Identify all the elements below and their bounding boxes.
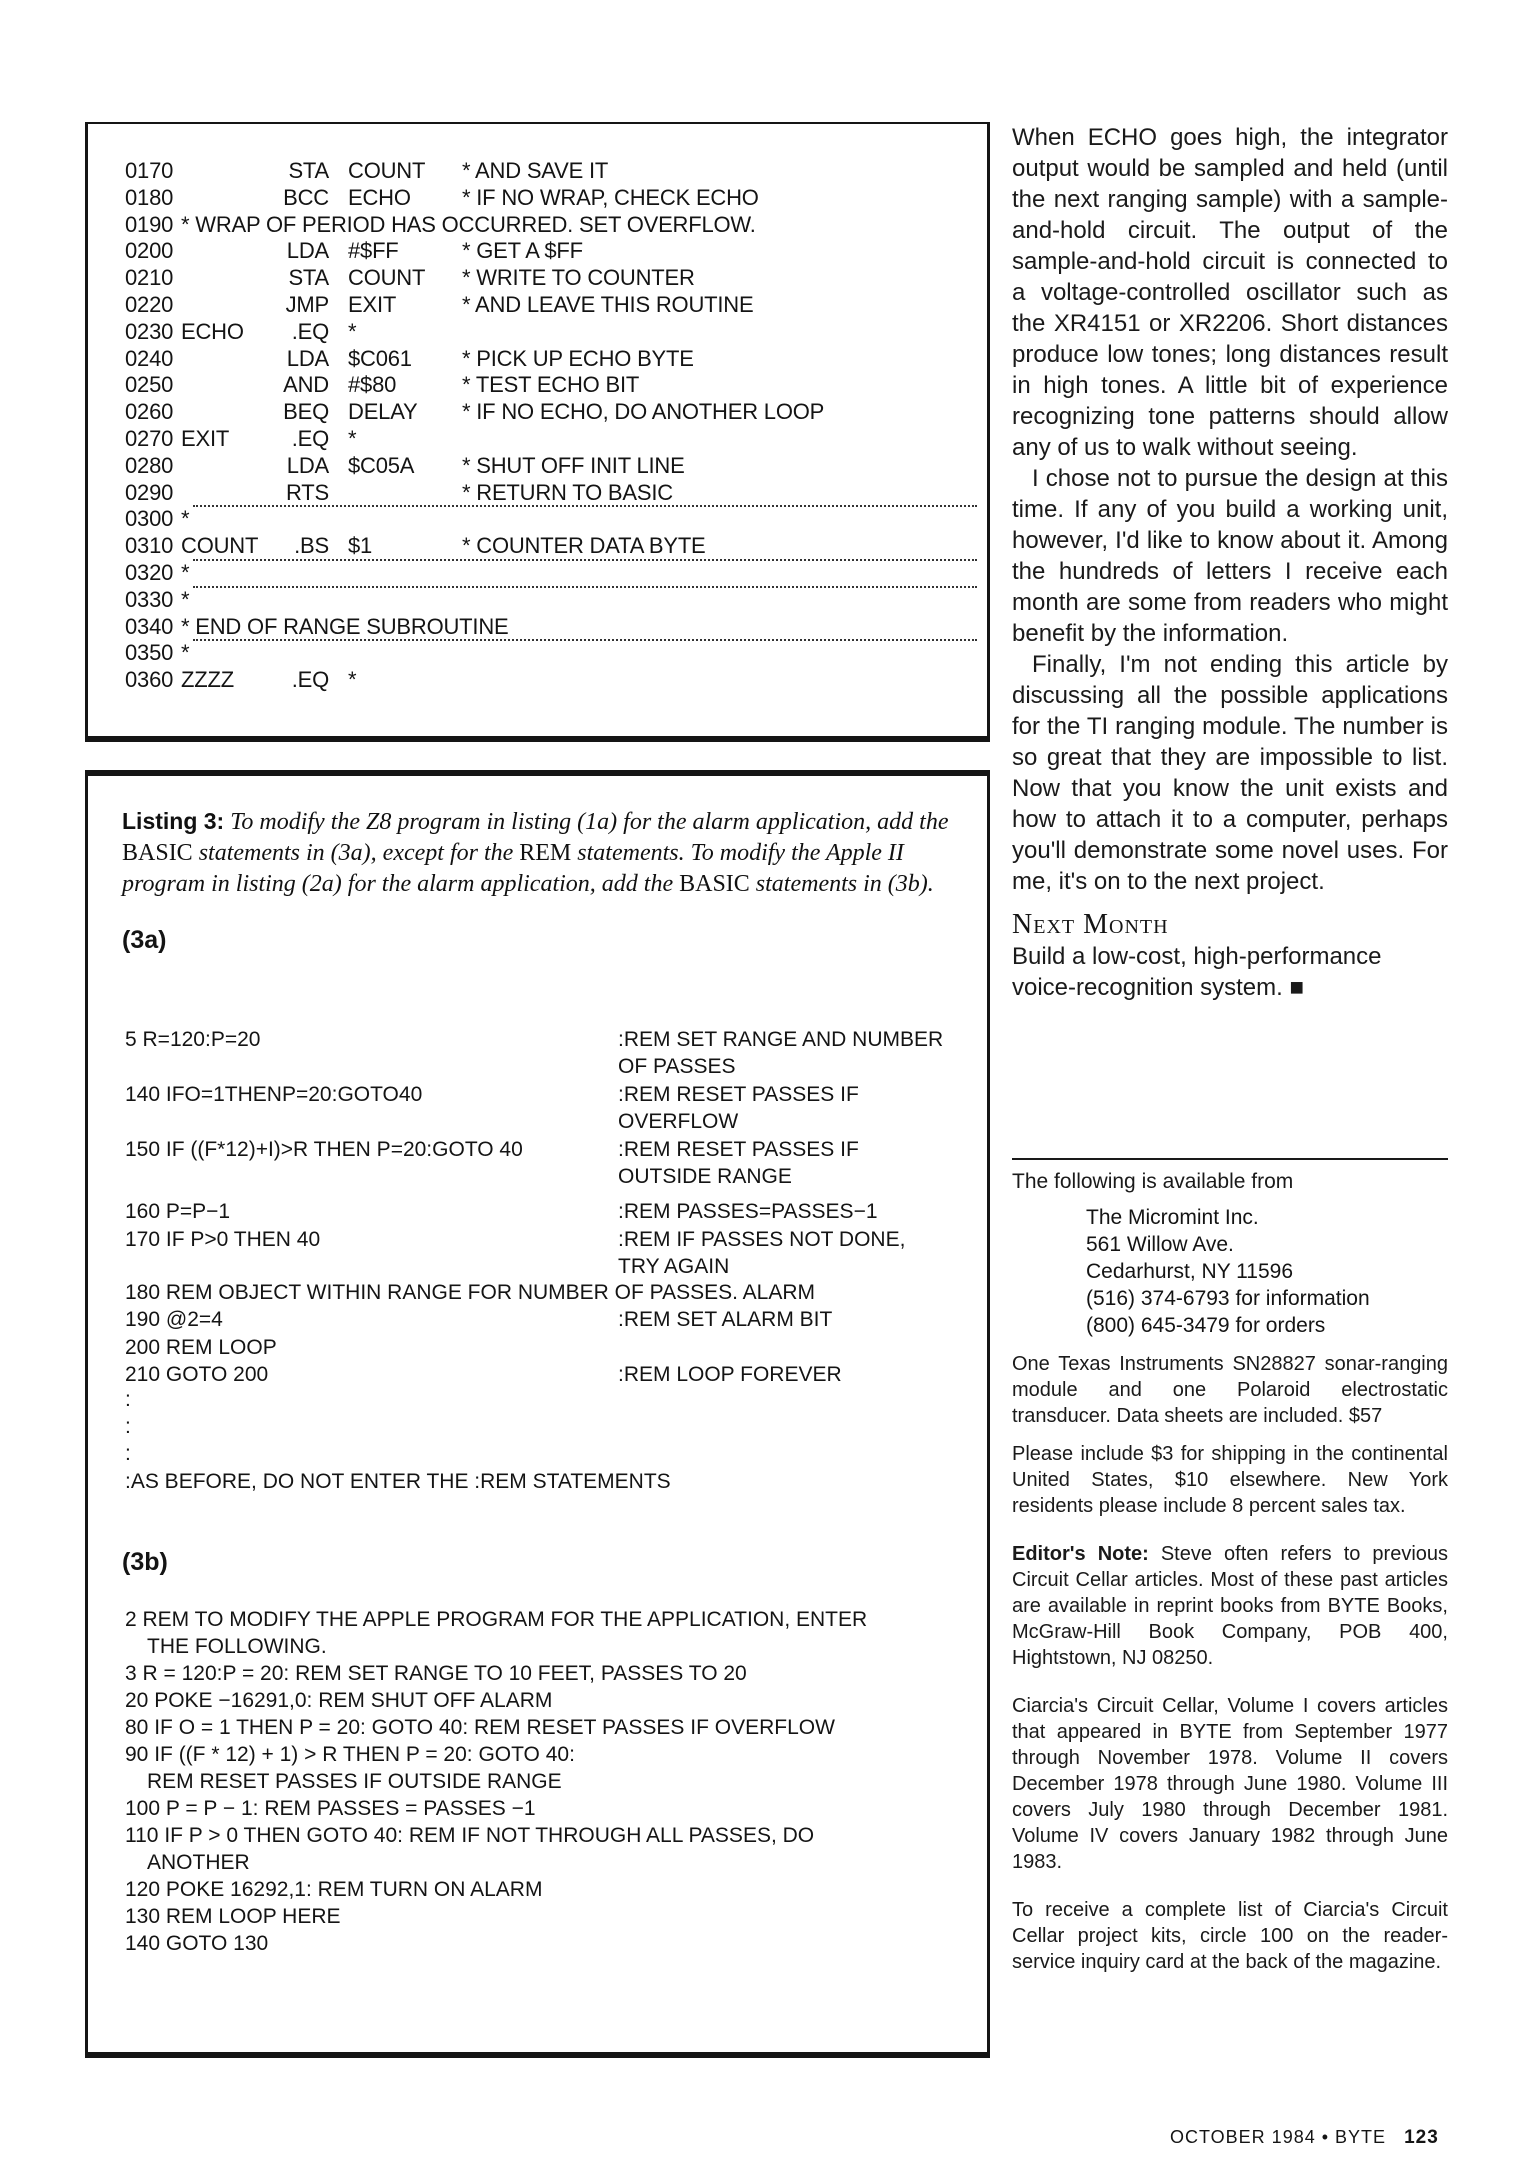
code-comment: * SHUT OFF INIT LINE <box>462 452 685 478</box>
dotted-separator <box>193 639 977 641</box>
line-number: 0270 <box>125 426 174 451</box>
sidebar-rule <box>1012 1158 1448 1160</box>
address-line: Cedarhurst, NY 11596 <box>1086 1260 1294 1283</box>
code-operand: * <box>348 667 357 693</box>
code-comment: * END OF RANGE SUBROUTINE <box>181 613 509 639</box>
code-line <box>125 505 985 532</box>
code-line-3a: 140 IFO=1THENP=20:GOTO40 <box>125 1083 423 1106</box>
code-operand: * <box>348 318 357 344</box>
code-line <box>125 345 985 372</box>
code-operand: $C061 <box>348 345 412 371</box>
code-line-3a: 190 @2=4 <box>125 1308 223 1331</box>
code-text: 120 POKE 16292,1: REM TURN ON ALARM <box>125 1878 543 1901</box>
code-opcode: STA <box>288 265 329 291</box>
code-text: 80 IF O = 1 THEN P = 20: GOTO 40: REM RESET PASSES IF OVERFLOW <box>125 1716 835 1739</box>
code-operand: $1 <box>348 533 373 559</box>
page-footer <box>1170 2127 1439 2149</box>
code-opcode: .BS <box>294 533 329 559</box>
listing-continued-box <box>85 122 990 742</box>
code-operand: #$80 <box>348 372 397 398</box>
article-paragraph: Finally, I'm not ending this article by discussing all the possible applications for the TI ranging module. The number is so great that they are impossible to list. Now that you know the unit exists and how to attach it to a computer, perhaps you'll demonstrate some novel uses. For me, it's on to the next project. <box>1012 651 1448 895</box>
code-comment: * WRITE TO COUNTER <box>462 265 695 291</box>
code-text: 3 R = 120:P = 20: REM SET RANGE TO 10 FEET, PASSES TO 20 <box>125 1662 747 1685</box>
code-text: 100 P = P − 1: REM PASSES = PASSES −1 <box>125 1797 536 1820</box>
code-comment: * AND SAVE IT <box>462 158 609 183</box>
code-line <box>125 425 985 452</box>
offer-text: One Texas Instruments SN28827 sonar-ranging module and one Polaroid electrostatic transducer. Data sheets are included. $57 <box>1012 1353 1448 1427</box>
line-number: 0240 <box>125 345 174 371</box>
line-number: 0250 <box>125 372 174 398</box>
rem-comment: :REM SET ALARM BIT <box>618 1308 833 1331</box>
code-operand: $C05A <box>348 452 415 478</box>
rem-comment: :REM IF PASSES NOT DONE, TRY AGAIN <box>618 1228 906 1278</box>
code-line-3a: :AS BEFORE, DO NOT ENTER THE :REM STATEMENTS <box>125 1470 671 1493</box>
code-line <box>125 559 985 586</box>
address-line: The Micromint Inc. <box>1086 1206 1259 1229</box>
code-operand: COUNT <box>348 158 426 183</box>
code-comment: * GET A $FF <box>462 238 583 264</box>
code-line <box>125 291 985 318</box>
code-operand: * <box>348 426 357 451</box>
editors-note: Editor's Note: Steve often refers to previous Circuit Cellar articles. Most of these past articles are available in reprint books from BYTE Books, McGraw-Hill Book Company, POB 400, Hightstown, NJ 08250. <box>1012 1543 1449 1669</box>
line-number: 0180 <box>125 184 174 210</box>
line-number: 0340 <box>125 613 174 639</box>
article-paragraph: When ECHO goes high, the integrator output would be sampled and held (until the next ranging sample) with a sample-and-hold circuit. The output of the sample-and-hold circuit is connected to a voltage-controlled oscillator such as the XR4151 or XR2206. Short distances produce low tones; long distances result in high tones. A little bit of experience recognizing tone patterns should allow any of us to walk without seeing. <box>1012 124 1448 461</box>
code-line <box>125 157 985 184</box>
code-opcode: .EQ <box>291 426 329 451</box>
code-line-3a: 200 REM LOOP <box>125 1336 277 1359</box>
code-continuation: REM RESET PASSES IF OUTSIDE RANGE <box>147 1770 562 1793</box>
code-opcode: BEQ <box>283 399 329 425</box>
code-line-3b <box>125 1795 955 1822</box>
vendor-address <box>1012 1204 1448 1339</box>
next-month-text: Build a low-cost, high-performance voice-recognition system. <box>1012 943 1382 1001</box>
line-number: 0190 <box>125 211 174 237</box>
code-line <box>125 639 985 666</box>
page-number: 123 <box>1404 2127 1439 2148</box>
code-line <box>125 613 985 640</box>
issue-label: OCTOBER 1984 • BYTE <box>1170 2127 1387 2147</box>
code-text: 2 REM TO MODIFY THE APPLE PROGRAM FOR THE APPLICATION, ENTER <box>125 1608 868 1631</box>
code-comment: * COUNTER DATA BYTE <box>462 533 706 559</box>
code-operand: COUNT <box>348 265 426 291</box>
code-line-3a: 210 GOTO 200 <box>125 1363 269 1386</box>
code-opcode: RTS <box>285 479 329 505</box>
code-opcode: LDA <box>286 238 329 264</box>
line-number: 0290 <box>125 479 174 505</box>
code-line <box>125 479 985 506</box>
code-line <box>125 452 985 479</box>
listing-3-caption: Listing 3: To modify the Z8 program in listing (1a) for the alarm application, add the BASIC statements in (3a), except for the REM statements. To modify the Apple II program in listing (2a) for the alarm application, add the BASIC statements in (3b). <box>122 808 949 897</box>
code-operand: ECHO <box>348 184 411 210</box>
shipping-text: Please include $3 for shipping in the continental United States, $10 elsewhere. New York residents please include 8 percent sales tax. <box>1012 1443 1448 1517</box>
code-opcode: LDA <box>286 345 329 371</box>
line-number: 0360 <box>125 667 174 693</box>
code-text: 110 IF P > 0 THEN GOTO 40: REM IF NOT THROUGH ALL PASSES, DO <box>125 1824 815 1847</box>
code-opcode: .EQ <box>291 318 329 344</box>
code-line-3b <box>125 1714 955 1741</box>
code-text: 20 POKE −16291,0: REM SHUT OFF ALARM <box>125 1689 553 1712</box>
code-line <box>125 371 985 398</box>
code-line-3a: 160 P=P−1 <box>125 1200 231 1223</box>
code-line-3b <box>125 1660 955 1687</box>
sidebar <box>1012 1168 1448 1975</box>
code-opcode: STA <box>288 158 329 183</box>
available-from: The following is available from <box>1012 1170 1294 1193</box>
rem-comment: :REM SET RANGE AND NUMBER OF PASSES <box>618 1028 944 1078</box>
code-line-3b <box>125 1876 955 1903</box>
code-opcode: BCC <box>283 184 329 210</box>
code-comment: * WRAP OF PERIOD HAS OCCURRED. SET OVERFLOW. <box>181 211 756 237</box>
line-number: 0330 <box>125 586 174 612</box>
code-line <box>125 398 985 425</box>
code-operand: DELAY <box>348 399 418 425</box>
code-line <box>125 532 985 559</box>
article-paragraph: I chose not to pursue the design at this time. If any of you build a working unit, however, I'd like to know about it. Among the hundreds of letters I receive each month are some from readers who might benefit by the information. <box>1012 465 1448 647</box>
code-opcode: AND <box>283 372 329 398</box>
code-continuation: THE FOLLOWING. <box>147 1635 327 1658</box>
listing-3-label: Listing 3: <box>122 808 225 834</box>
line-number: 0310 <box>125 533 174 559</box>
comment-star: * <box>181 640 190 666</box>
code-line-3b <box>125 1822 955 1876</box>
code-line-3a: : <box>125 1442 131 1465</box>
comment-star: * <box>181 586 190 612</box>
code-line-3a: 150 IF ((F*12)+I)>R THEN P=20:GOTO 40 <box>125 1138 523 1161</box>
code-comment: * RETURN TO BASIC <box>462 479 673 505</box>
editors-note-label: Editor's Note: <box>1012 1543 1149 1565</box>
address-line: 561 Willow Ave. <box>1086 1233 1234 1256</box>
code-comment: * AND LEAVE THIS ROUTINE <box>462 292 754 317</box>
volumes-text: Ciarcia's Circuit Cellar, Volume I covers articles that appeared in BYTE from September 1977 through November 1978. Volume II covers December 1978 through June 1980. Volume III covers July 1980 through December 1981. Volume IV covers January 1982 through June 1983. <box>1012 1695 1448 1873</box>
code-line <box>125 666 985 693</box>
code-comment: * IF NO WRAP, CHECK ECHO <box>462 184 759 210</box>
offer-price: $57 <box>1348 1405 1383 1427</box>
code-line <box>125 586 985 613</box>
code-line <box>125 264 985 291</box>
code-label: ECHO <box>181 318 244 344</box>
code-opcode: LDA <box>286 452 329 478</box>
code-line <box>125 211 985 238</box>
code-line-3b <box>125 1741 955 1795</box>
code-line <box>125 237 985 264</box>
article-column <box>1012 122 1448 1003</box>
dotted-separator <box>193 505 977 507</box>
code-label: ZZZZ <box>181 667 234 693</box>
subhead-3a: (3a) <box>122 926 167 954</box>
address-line: (800) 645-3479 for orders <box>1086 1314 1326 1337</box>
rem-comment: :REM PASSES=PASSES−1 <box>618 1200 878 1223</box>
line-number: 0210 <box>125 265 174 291</box>
dotted-separator <box>193 559 977 561</box>
dotted-separator <box>193 586 977 588</box>
kits-text: To receive a complete list of Ciarcia's Circuit Cellar project kits, circle 100 on the reader-service inquiry card at the back of the magazine. <box>1012 1899 1448 1973</box>
line-number: 0300 <box>125 506 174 532</box>
subhead-3b: (3b) <box>122 1548 168 1576</box>
line-number: 0200 <box>125 238 174 264</box>
code-line-3a: 180 REM OBJECT WITHIN RANGE FOR NUMBER OF PASSES. ALARM <box>125 1281 816 1304</box>
code-label: EXIT <box>181 426 230 451</box>
code-continuation: ANOTHER <box>147 1851 250 1874</box>
address-line: (516) 374-6793 for information <box>1086 1287 1370 1310</box>
code-line-3a: : <box>125 1388 131 1411</box>
code-comment: * PICK UP ECHO BYTE <box>462 345 694 371</box>
code-opcode: .EQ <box>291 667 329 693</box>
line-number: 0350 <box>125 640 174 666</box>
line-number: 0280 <box>125 452 174 478</box>
code-opcode: JMP <box>285 292 329 317</box>
code-text: 90 IF ((F * 12) + 1) > R THEN P = 20: GOTO 40: <box>125 1743 575 1766</box>
code-operand: EXIT <box>348 292 397 317</box>
code-line-3b <box>125 1930 955 1957</box>
code-line-3a: 5 R=120:P=20 <box>125 1028 261 1051</box>
code-line <box>125 184 985 211</box>
next-month-heading: Next Month <box>1012 909 1169 940</box>
listing-3b <box>125 1606 955 1957</box>
code-comment: * IF NO ECHO, DO ANOTHER LOOP <box>462 399 825 425</box>
code-line-3b <box>125 1606 955 1660</box>
rem-comment: :REM RESET PASSES IF OVERFLOW <box>618 1083 859 1133</box>
line-number: 0260 <box>125 399 174 425</box>
rem-comment: :REM LOOP FOREVER <box>618 1363 842 1386</box>
code-comment: * TEST ECHO BIT <box>462 372 640 398</box>
code-text: 130 REM LOOP HERE <box>125 1905 341 1928</box>
comment-star: * <box>181 560 190 585</box>
code-line-3b <box>125 1903 955 1930</box>
comment-star: * <box>181 506 190 532</box>
line-number: 0230 <box>125 318 174 344</box>
code-operand: #$FF <box>348 238 399 264</box>
end-mark-icon: ■ <box>1289 974 1304 1001</box>
code-line-3a: 170 IF P>0 THEN 40 <box>125 1228 321 1251</box>
listing-3-box <box>85 770 990 2058</box>
line-number: 0320 <box>125 560 174 585</box>
code-line <box>125 318 985 345</box>
rem-comment: :REM RESET PASSES IF OUTSIDE RANGE <box>618 1138 859 1188</box>
line-number: 0170 <box>125 158 174 183</box>
line-number: 0220 <box>125 292 174 317</box>
code-line-3b <box>125 1687 955 1714</box>
code-line-3a: : <box>125 1415 131 1438</box>
code-label: COUNT <box>181 533 259 559</box>
code-text: 140 GOTO 130 <box>125 1932 269 1955</box>
